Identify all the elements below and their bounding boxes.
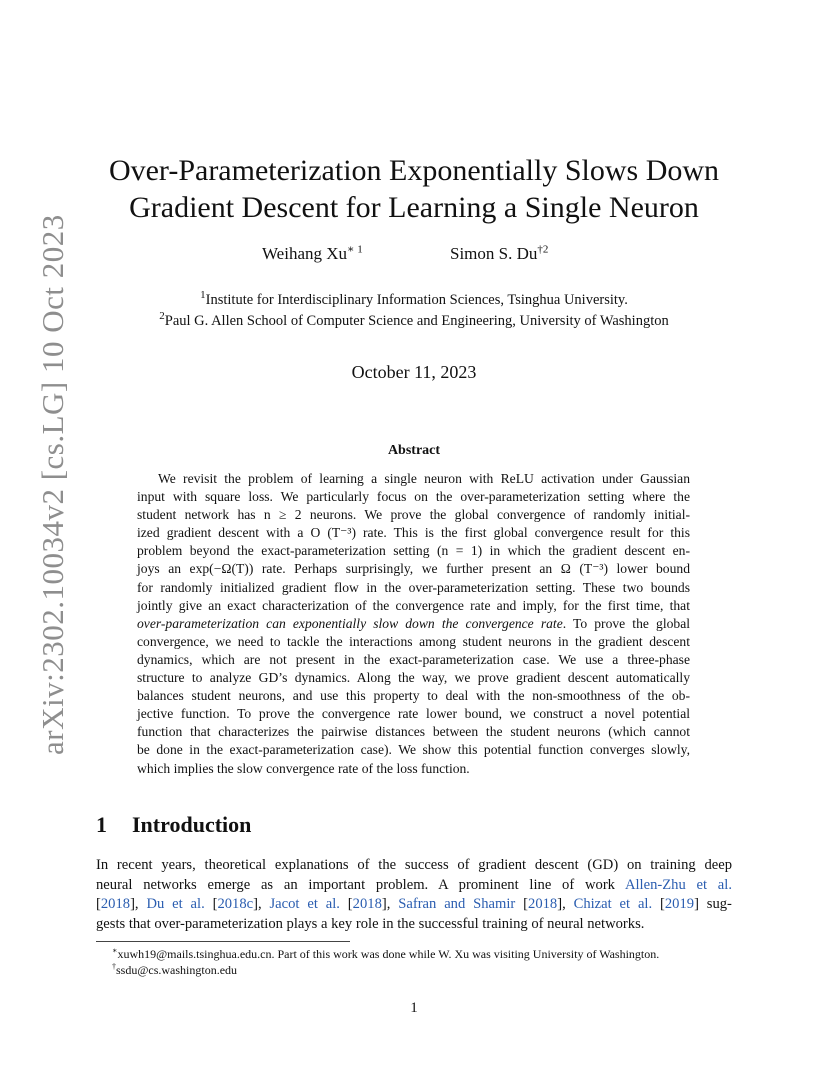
affiliation-2 bbox=[0, 311, 828, 332]
intro-text: [ bbox=[339, 896, 353, 913]
intro-line: In recent years, theoretical explanations of the success of gradient descent (GD) on training deep bbox=[96, 857, 732, 873]
abstract-line: jointly give an exact characterization of the convergence rate and imply, for the first time, that bbox=[137, 597, 690, 613]
footnote-1 bbox=[112, 946, 659, 962]
abstract-line: which implies the slow convergence rate of the loss function. bbox=[137, 760, 470, 776]
affiliation-mark: 1 bbox=[200, 289, 206, 302]
affiliation-mark: 2 bbox=[159, 310, 165, 323]
intro-text: [ bbox=[96, 896, 101, 913]
footnote-mark: ∗ bbox=[112, 946, 118, 955]
citation-link[interactable]: 2018 bbox=[100, 896, 131, 913]
intro-text: [ bbox=[515, 896, 529, 913]
paper-title bbox=[0, 152, 828, 226]
affiliation-text: Paul G. Allen School of Computer Science and Engineering, University of Washington bbox=[164, 313, 669, 329]
author-mark: ∗ 1 bbox=[347, 243, 363, 256]
page-number: 1 bbox=[410, 1000, 418, 1016]
abstract-line: jective function. To prove the convergence rate lower bound, we construct a novel potential bbox=[137, 706, 690, 722]
citation-link[interactable]: Allen-Zhu et al. bbox=[624, 876, 732, 893]
abstract-line: student network has n ≥ 2 neurons. We prove the global convergence of randomly initial- bbox=[137, 507, 690, 523]
abstract-line: for randomly initialized gradient flow in the over-parameterization setting. These two bounds bbox=[137, 579, 690, 595]
author-name: Weihang Xu bbox=[262, 244, 348, 263]
intro-text: ], bbox=[557, 896, 574, 913]
abstract-line: dynamics, which are not present in the exact-parameterization case. We use a three-phase bbox=[137, 651, 690, 667]
paper-date: October 11, 2023 bbox=[351, 362, 477, 382]
author-mark: †2 bbox=[537, 243, 549, 256]
abstract-line: problem beyond the exact-parameterization setting (n = 1) in which the gradient descent en- bbox=[137, 543, 690, 559]
abstract-line: joys an exp(−Ω(T)) rate. Perhaps surprisingly, we further present an Ω (T⁻³) lower bound bbox=[137, 561, 690, 577]
section-title: Introduction bbox=[132, 812, 252, 837]
intro-text: neural networks emerge as an important problem. A prominent line of work bbox=[96, 876, 625, 893]
abstract-emphasis: over-parameterization can exponentially slow down the convergence rate bbox=[137, 615, 563, 631]
footnote-text: ssdu@cs.washington.edu bbox=[116, 963, 238, 977]
abstract-line: structure to analyze GD’s dynamics. Along the way, we prove gradient descent automatically bbox=[137, 670, 690, 686]
section-number: 1 bbox=[96, 812, 107, 837]
footnote-text: xuwh19@mails.tsinghua.edu.cn. Part of this work was done while W. Xu was visiting University of Washington. bbox=[117, 947, 660, 961]
abstract-heading: Abstract bbox=[387, 443, 441, 458]
abstract-line: function that characterizes the pairwise distances between the student neurons (which cannot bbox=[137, 724, 690, 740]
intro-text: ], bbox=[253, 896, 270, 913]
citation-link[interactable]: Safran and Shamir bbox=[398, 896, 516, 913]
abstract-body bbox=[137, 470, 690, 778]
abstract-line: input with square loss. We particularly focus on the over-parameterization setting where the bbox=[137, 489, 690, 505]
author-xu bbox=[262, 244, 363, 264]
intro-text: ], bbox=[381, 896, 399, 913]
intro-text: ] sug- bbox=[694, 896, 732, 913]
intro-line: gests that over-parameterization plays a key role in the successful training of neural networks. bbox=[96, 915, 645, 932]
section-heading-introduction bbox=[96, 812, 251, 838]
title-line-2: Gradient Descent for Learning a Single Neuron bbox=[129, 191, 699, 224]
citation-link[interactable]: Du et al. bbox=[146, 896, 205, 913]
abstract-line: We revisit the problem of learning a single neuron with ReLU activation under Gaussian bbox=[158, 471, 690, 486]
citation-link[interactable]: 2018c bbox=[217, 896, 254, 913]
citation-link[interactable]: 2018 bbox=[528, 896, 558, 913]
author-list bbox=[0, 244, 828, 266]
citation-link[interactable]: Jacot et al. bbox=[269, 896, 340, 913]
abstract-line: balances student neurons, and use this property to deal with the non-smoothness of the ob- bbox=[137, 688, 690, 704]
arxiv-identifier: arXiv:2302.10034v2 [cs.LG] 10 Oct 2023 bbox=[35, 214, 70, 755]
intro-text: [ bbox=[204, 896, 218, 913]
intro-line bbox=[96, 895, 732, 915]
footnote-2 bbox=[112, 962, 659, 978]
footnotes bbox=[112, 946, 659, 978]
author-name: Simon S. Du bbox=[450, 244, 538, 263]
footnote-divider bbox=[96, 941, 350, 942]
citation-link[interactable]: Chizat et al. bbox=[573, 896, 653, 913]
title-line-1: Over-Parameterization Exponentially Slows Down bbox=[108, 154, 720, 187]
abstract-line: be done in the exact-parameterization case). We show this potential function converges slowly, bbox=[137, 742, 690, 758]
affiliations bbox=[0, 290, 828, 332]
abstract-line-tail: . To prove the global bbox=[562, 615, 691, 631]
affiliation-text: Institute for Interdisciplinary Information Sciences, Tsinghua University. bbox=[205, 292, 628, 308]
citation-link[interactable]: 2019 bbox=[664, 896, 695, 913]
footnote-mark: † bbox=[112, 962, 116, 971]
abstract-line: ized gradient descent with a O (T⁻³) rate. This is the first global convergence result for this bbox=[137, 525, 690, 541]
intro-line bbox=[96, 876, 732, 896]
introduction-body bbox=[96, 856, 732, 934]
affiliation-1 bbox=[0, 290, 828, 311]
intro-text: [ bbox=[652, 896, 665, 913]
author-du bbox=[450, 244, 548, 264]
citation-link[interactable]: 2018 bbox=[352, 896, 382, 913]
abstract-line: convergence, we need to tackle the interactions among student neurons in the gradient descent bbox=[137, 633, 690, 649]
intro-text: ], bbox=[130, 896, 147, 913]
abstract-line-emphasis bbox=[137, 615, 690, 633]
